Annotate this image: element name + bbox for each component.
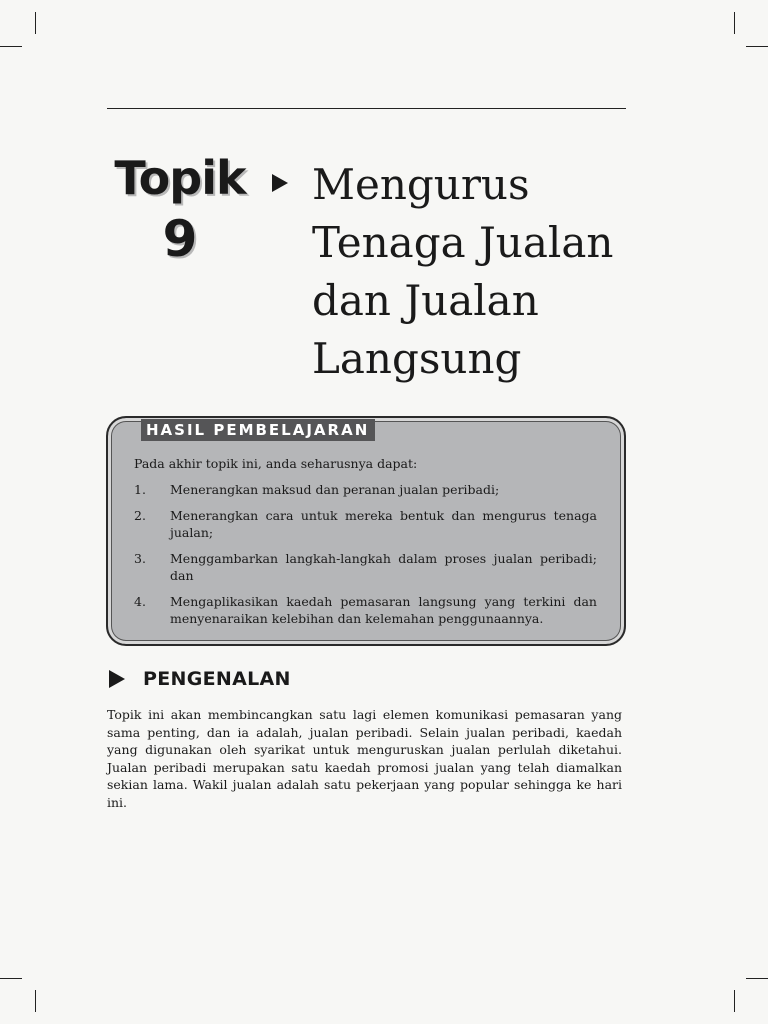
section-heading: PENGENALAN (143, 668, 291, 690)
header-rule (107, 108, 626, 109)
crop-mark (35, 990, 36, 1012)
list-item (134, 593, 597, 627)
body-paragraph: Topik ini akan membincangkan satu lagi elemen komunikasi pemasaran yang sama penting, dan ia adalah, jualan peribadi. Selain jualan peribadi, kaedah yang digunakan oleh syarikat untuk menguruskan jualan perlulah diketahui. Jualan peribadi merupakan satu kaedah promosi jualan yang telah diamalkan sekian lama. Wakil jualan adalah satu pekerjaan yang popular sehingga ke hari ini. (107, 707, 622, 810)
list-item-number: 2. (134, 508, 146, 523)
list-item-text: Menggambarkan langkah-langkah dalam proses jualan peribadi; dan (170, 551, 597, 583)
crop-mark (746, 978, 768, 979)
crop-mark (734, 12, 735, 34)
chapter-number: 9 (162, 210, 198, 268)
chapter-label-block (100, 150, 260, 272)
learning-outcomes-intro: Pada akhir topik ini, anda seharusnya dapat: (134, 456, 418, 471)
list-item-text: Menerangkan cara untuk mereka bentuk dan mengurus tenaga jualan; (170, 508, 597, 540)
chapter-title-line: dan Jualan (312, 276, 539, 325)
chapter-title-line: Langsung (312, 334, 522, 383)
learning-outcomes-heading: HASIL PEMBELAJARAN (141, 419, 375, 441)
list-item-text: Menerangkan maksud dan peranan jualan peribadi; (170, 482, 500, 497)
list-item (134, 550, 597, 584)
section-arrow-icon (109, 670, 125, 688)
list-item-number: 3. (134, 551, 146, 566)
list-item (134, 507, 597, 541)
crop-mark (35, 12, 36, 34)
chapter-title-line: Tenaga Jualan (312, 218, 614, 267)
chapter-label: Topik (114, 151, 246, 205)
crop-mark (746, 46, 768, 47)
list-item (134, 481, 597, 498)
list-item-number: 4. (134, 594, 146, 609)
chapter-title (312, 156, 642, 388)
crop-mark (0, 46, 22, 47)
crop-mark (0, 978, 22, 979)
crop-mark (734, 990, 735, 1012)
list-item-text: Mengaplikasikan kaedah pemasaran langsung yang terkini dan menyenaraikan kelebihan dan kelemahan penggunaannya. (170, 594, 597, 626)
list-item-number: 1. (134, 482, 146, 497)
play-arrow-icon (272, 174, 288, 192)
learning-outcomes-list (134, 481, 597, 636)
chapter-title-line: Mengurus (312, 160, 530, 209)
